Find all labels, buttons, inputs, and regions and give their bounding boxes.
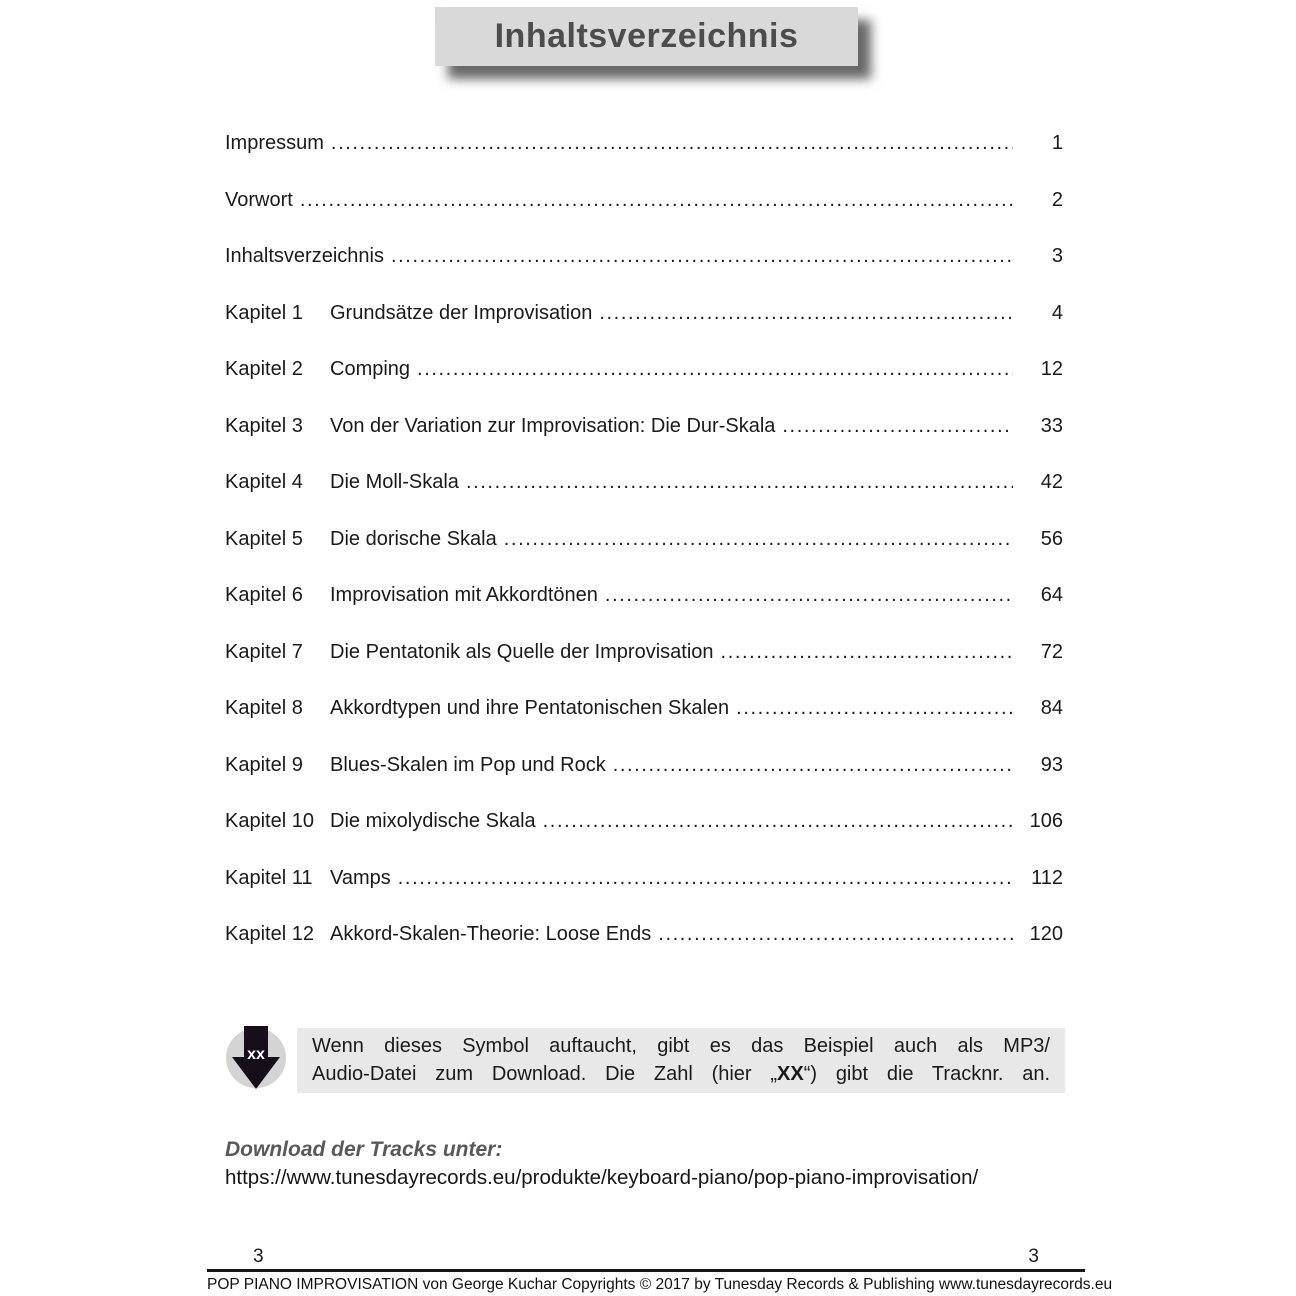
toc-entry-title: Comping [330, 358, 411, 380]
toc-entry-title: Inhaltsverzeichnis [225, 245, 384, 267]
toc-page-number: 93 [1040, 753, 1063, 776]
toc-dot-leader [721, 640, 1013, 665]
toc-chapter-label: Kapitel 2 [225, 358, 303, 380]
toc-dot-leader [736, 696, 1013, 721]
toc-entry-title: Die Pentatonik als Quelle der Improvisation [330, 640, 714, 663]
toc-entry [225, 244, 1063, 269]
toc-chapter-label: Kapitel 7 [225, 640, 303, 663]
toc-dot-leader [391, 244, 1013, 269]
toc-dot-leader [417, 357, 1013, 382]
toc-dot-leader [331, 131, 1013, 156]
toc-chapter-label: Kapitel 3 [225, 414, 303, 437]
mp3-note-line2-bold: XX [777, 1063, 804, 1085]
download-arrow-icon [225, 1025, 287, 1093]
download-label: Download der Tracks unter: [225, 1138, 503, 1161]
toc-chapter-label: Kapitel 9 [225, 753, 303, 776]
toc-entry-title: Akkordtypen und ihre Pentatonischen Skalen [330, 697, 730, 719]
footer-divider [207, 1269, 1085, 1272]
toc-entry-title: Die mixolydische Skala [330, 810, 536, 832]
toc-dot-leader [613, 753, 1013, 778]
toc-page-number: 72 [1040, 640, 1063, 663]
toc-dot-leader [599, 301, 1013, 326]
toc-entry [225, 357, 1063, 382]
toc-page-number: 64 [1040, 584, 1063, 606]
footer-page-number-right: 3 [1028, 1246, 1039, 1267]
toc-page-number: 33 [1040, 414, 1063, 437]
toc-chapter-label: Kapitel 12 [225, 923, 314, 945]
toc-page-number: 106 [1029, 810, 1063, 832]
toc-entry [225, 922, 1063, 947]
toc-page-number: 42 [1040, 471, 1063, 493]
toc-entry-title: Impressum [225, 132, 324, 154]
toc-chapter-label: Kapitel 8 [225, 697, 303, 719]
toc-entry-title: Blues-Skalen im Pop und Rock [330, 753, 606, 776]
download-url: https://www.tunesdayrecords.eu/produkte/keyboard-piano/pop-piano-improvisation/ [225, 1166, 979, 1189]
toc-entry [225, 527, 1063, 552]
page-footer [207, 1246, 1113, 1294]
mp3-note-line2-post: “) gibt die Tracknr. an. [803, 1063, 1051, 1085]
footer-page-number-left: 3 [253, 1246, 264, 1267]
toc-entry [225, 696, 1063, 721]
toc-chapter-label: Kapitel 6 [225, 584, 303, 606]
toc-dot-leader [466, 470, 1013, 495]
toc-page-number: 3 [1051, 245, 1063, 267]
toc-dot-leader [300, 188, 1013, 213]
toc-page-number: 120 [1029, 923, 1063, 945]
toc-entry-title: Akkord-Skalen-Theorie: Loose Ends [330, 923, 652, 945]
toc-dot-leader [398, 866, 1013, 891]
toc-entry-title: Grundsätze der Improvisation [330, 301, 593, 324]
toc-entry-title: Improvisation mit Akkordtönen [330, 584, 598, 606]
toc-page-number: 2 [1051, 188, 1063, 211]
page-title: Inhaltsverzeichnis [494, 17, 799, 55]
toc-page-number: 84 [1040, 697, 1063, 719]
toc-entry [225, 188, 1063, 213]
toc-entry [225, 583, 1063, 608]
toc-page-number: 4 [1051, 301, 1063, 324]
toc-dot-leader [658, 922, 1013, 947]
toc-page-number: 56 [1040, 527, 1063, 550]
toc-page-number: 12 [1040, 358, 1063, 380]
mp3-note-line2-pre: Audio-Datei zum Download. Die Zahl (hier „ [312, 1063, 778, 1085]
toc-entry [225, 301, 1063, 326]
toc-chapter-label: Kapitel 1 [225, 301, 303, 324]
toc-entry-title: Die Moll-Skala [330, 471, 459, 493]
toc-dot-leader [504, 527, 1013, 552]
download-info [225, 1138, 1065, 1190]
toc-entry [225, 414, 1063, 439]
toc-dot-leader [543, 809, 1013, 834]
toc-page-number: 112 [1031, 866, 1063, 889]
toc-entry-title: Von der Variation zur Improvisation: Die Dur-Skala [330, 414, 776, 437]
toc-entry [225, 470, 1063, 495]
toc-page-number: 1 [1051, 132, 1063, 154]
footer-copyright: POP PIANO IMPROVISATION von George Kuchar Copyrights © 2017 by Tunesday Records & Publishing www.tunesdayrecords.eu [207, 1276, 1113, 1293]
toc-chapter-label: Kapitel 10 [225, 810, 314, 832]
toc-entry [225, 809, 1063, 834]
page-title-banner [435, 7, 858, 66]
toc-chapter-label: Kapitel 4 [225, 471, 303, 493]
table-of-contents [225, 131, 1063, 979]
mp3-note-line2 [312, 1060, 1050, 1088]
footer-page-numbers [207, 1246, 1085, 1268]
toc-entry-title: Vamps [330, 866, 391, 889]
toc-chapter-label: Kapitel 5 [225, 527, 303, 550]
toc-entry [225, 131, 1063, 156]
toc-entry [225, 640, 1063, 665]
toc-entry [225, 753, 1063, 778]
toc-entry [225, 866, 1063, 891]
toc-chapter-label: Kapitel 11 [225, 866, 313, 889]
toc-dot-leader [782, 414, 1013, 439]
mp3-note [225, 1028, 1065, 1093]
mp3-note-line1: Wenn dieses Symbol auftaucht, gibt es das Beispiel auch als MP3/ [312, 1035, 1050, 1057]
toc-entry-title: Die dorische Skala [330, 527, 497, 550]
toc-entry-title: Vorwort [225, 188, 293, 211]
icon-track-placeholder: xx [247, 1046, 265, 1063]
mp3-note-box [297, 1028, 1065, 1093]
toc-dot-leader [605, 583, 1013, 608]
